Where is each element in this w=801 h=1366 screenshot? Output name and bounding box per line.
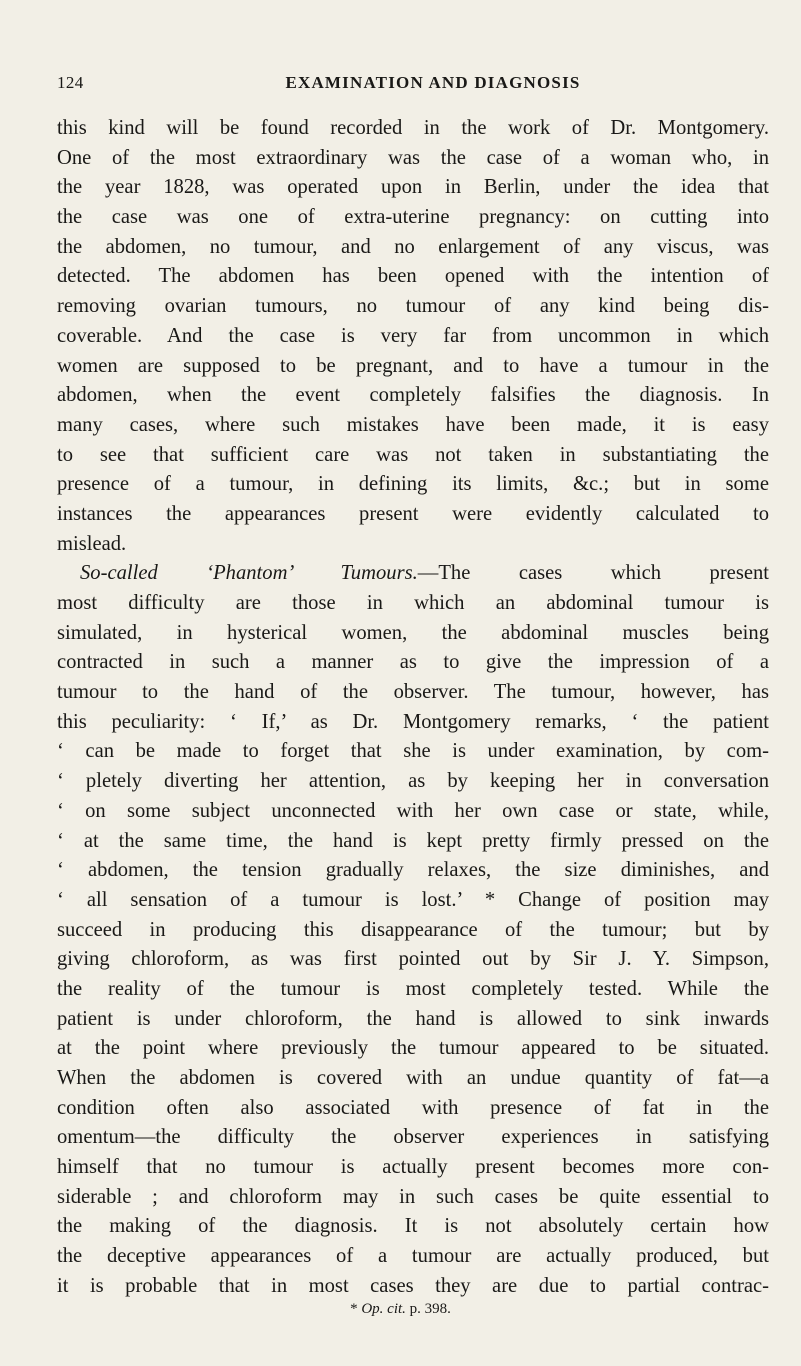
- page-number: 124: [57, 73, 84, 92]
- section-heading: So-called ‘Phantom’ Tumours.: [80, 562, 418, 585]
- text-line: tumour to the hand of the observer. The tumour, however, has: [57, 681, 769, 704]
- text-line: instances the appearances present were evidently calculated to: [57, 502, 769, 525]
- text-line: ‘ on some subject unconnected with her own case or state, while,: [57, 799, 769, 822]
- text-line: giving chloroform, as was first pointed out by Sir J. Y. Simpson,: [57, 948, 769, 971]
- text-line: the year 1828, was operated upon in Berlin, under the idea that: [57, 176, 769, 199]
- text-line: patient is under chloroform, the hand is allowed to sink inwards: [57, 1007, 769, 1030]
- text-line: this kind will be found recorded in the work of Dr. Montgomery.: [57, 117, 769, 139]
- text-line: omentum—the difficulty the observer experiences in satisfying: [57, 1126, 769, 1149]
- text-line: mislead.: [57, 532, 127, 555]
- text-line: to see that sufficient care was not taken in substantiating the: [57, 443, 769, 466]
- running-head: [57, 73, 769, 97]
- text-line: condition often also associated with presence of fat in the: [57, 1096, 769, 1119]
- text-line: the case was one of extra-uterine pregnancy: on cutting into: [57, 206, 769, 229]
- text-line: One of the most extraordinary was the case of a woman who, in: [57, 146, 769, 169]
- text-line: the deceptive appearances of a tumour are actually produced, but: [57, 1245, 769, 1268]
- text-line: at the point where previously the tumour appeared to be situated.: [57, 1037, 769, 1060]
- text-line: many cases, where such mistakes have been made, it is easy: [57, 413, 769, 436]
- text-line: the abdomen, no tumour, and no enlargement of any viscus, was: [57, 235, 769, 258]
- text-line: it is probable that in most cases they are due to partial contrac-: [57, 1274, 769, 1297]
- text-line: himself that no tumour is actually present becomes more con-: [57, 1156, 769, 1179]
- section-heading-line: [57, 559, 769, 589]
- text-line: the reality of the tumour is most completely tested. While the: [57, 977, 769, 1000]
- text-line: ‘ pletely diverting her attention, as by keeping her in conversation: [57, 770, 769, 793]
- text-line: removing ovarian tumours, no tumour of any kind being dis-: [57, 295, 769, 318]
- body-text: [57, 114, 769, 1302]
- text-line: ‘ abdomen, the tension gradually relaxes, the size diminishes, and: [57, 859, 769, 882]
- text-line: ‘ all sensation of a tumour is lost.’ * Change of position may: [57, 888, 769, 911]
- text-line: When the abdomen is covered with an undue quantity of fat—a: [57, 1067, 769, 1089]
- text-line: women are supposed to be pregnant, and to have a tumour in the: [57, 354, 769, 377]
- text-line: ‘ at the same time, the hand is kept pretty firmly pressed on the: [57, 829, 769, 852]
- text-line: the making of the diagnosis. It is not absolutely certain how: [57, 1215, 769, 1238]
- footnote: [0, 1301, 801, 1318]
- footnote-marker: *: [350, 1301, 358, 1317]
- text-line: simulated, in hysterical women, the abdominal muscles being: [57, 621, 769, 644]
- text-line: detected. The abdomen has been opened with the intention of: [57, 265, 769, 288]
- text-line: abdomen, when the event completely falsifies the diagnosis. In: [57, 384, 769, 407]
- text-line: contracted in such a manner as to give the impression of a: [57, 651, 769, 674]
- footnote-citation: Op. cit.: [361, 1301, 406, 1317]
- text-line: this peculiarity: ‘ If,’ as Dr. Montgomery remarks, ‘ the patient: [57, 710, 769, 733]
- section-first-line-text: —The cases which present: [417, 562, 769, 585]
- text-line: succeed in producing this disappearance of the tumour; but by: [57, 918, 769, 941]
- text-line: siderable ; and chloroform may in such cases be quite essential to: [57, 1185, 769, 1208]
- text-line: ‘ can be made to forget that she is under examination, by com-: [57, 740, 769, 763]
- text-line: most difficulty are those in which an abdominal tumour is: [57, 592, 769, 614]
- footnote-page: p. 398.: [409, 1301, 451, 1317]
- header-title: EXAMINATION AND DIAGNOSIS: [285, 73, 581, 92]
- text-line: coverable. And the case is very far from uncommon in which: [57, 324, 769, 347]
- text-line: presence of a tumour, in defining its limits, &c.; but in some: [57, 473, 769, 496]
